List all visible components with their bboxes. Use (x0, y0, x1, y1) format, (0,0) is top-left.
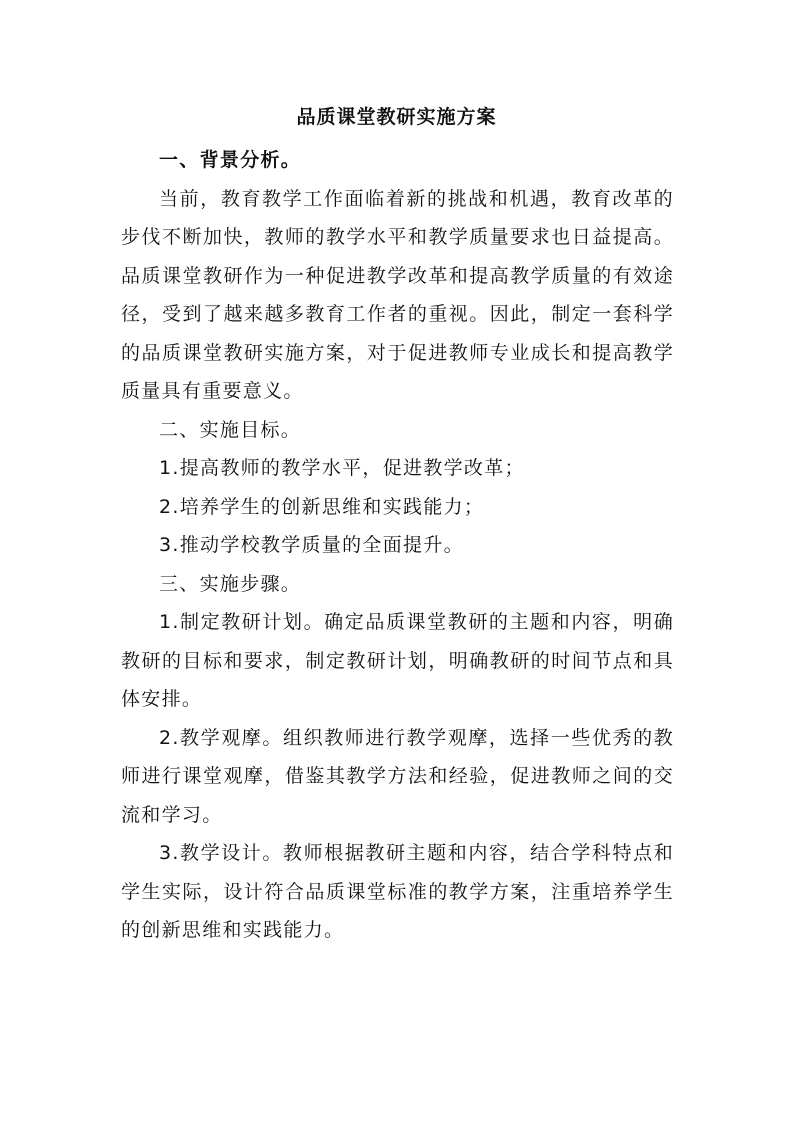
step-paragraph-2: 2.教学观摩。组织教师进行教学观摩，选择一些优秀的教师进行课堂观摩，借鉴其教学方法和经验，促进教师之间的交流和学习。 (121, 726, 674, 826)
section-heading-steps: 三、实施步骤。 (159, 572, 302, 595)
section-heading-background: 一、背景分析。 (159, 149, 302, 171)
paragraph-background: 当前，教育教学工作面临着新的挑战和机遇，教育改革的步伐不断加快，教师的教学水平和教学质量要求也日益提高。品质课堂教研作为一种促进教学改革和提高教学质量的有效途径，受到了越来越多教育工作者的重视。因此，制定一套科学的品质课堂教研实施方案，对于促进教师专业成长和提高教学质量具有重要意义。 (121, 187, 674, 402)
goal-item-3: 3.推动学校教学质量的全面提升。 (159, 534, 464, 556)
goal-item-2: 2.培养学生的创新思维和实践能力； (159, 495, 485, 518)
section-heading-goals: 二、实施目标。 (159, 418, 302, 441)
document-title: 品质课堂教研实施方案 (296, 106, 497, 128)
document-body (121, 141, 674, 950)
step-paragraph-3: 3.教学设计。教师根据教研主题和内容，结合学科特点和学生实际，设计符合品质课堂标准的教学方案，注重培养学生的创新思维和实践能力。 (121, 842, 674, 941)
step-paragraph-1: 1.制定教研计划。确定品质课堂教研的主题和内容，明确教研的目标和要求，制定教研计划，明确教研的时间节点和具体安排。 (121, 611, 674, 710)
goal-item-1: 1.提高教师的教学水平，促进教学改革； (159, 457, 525, 479)
